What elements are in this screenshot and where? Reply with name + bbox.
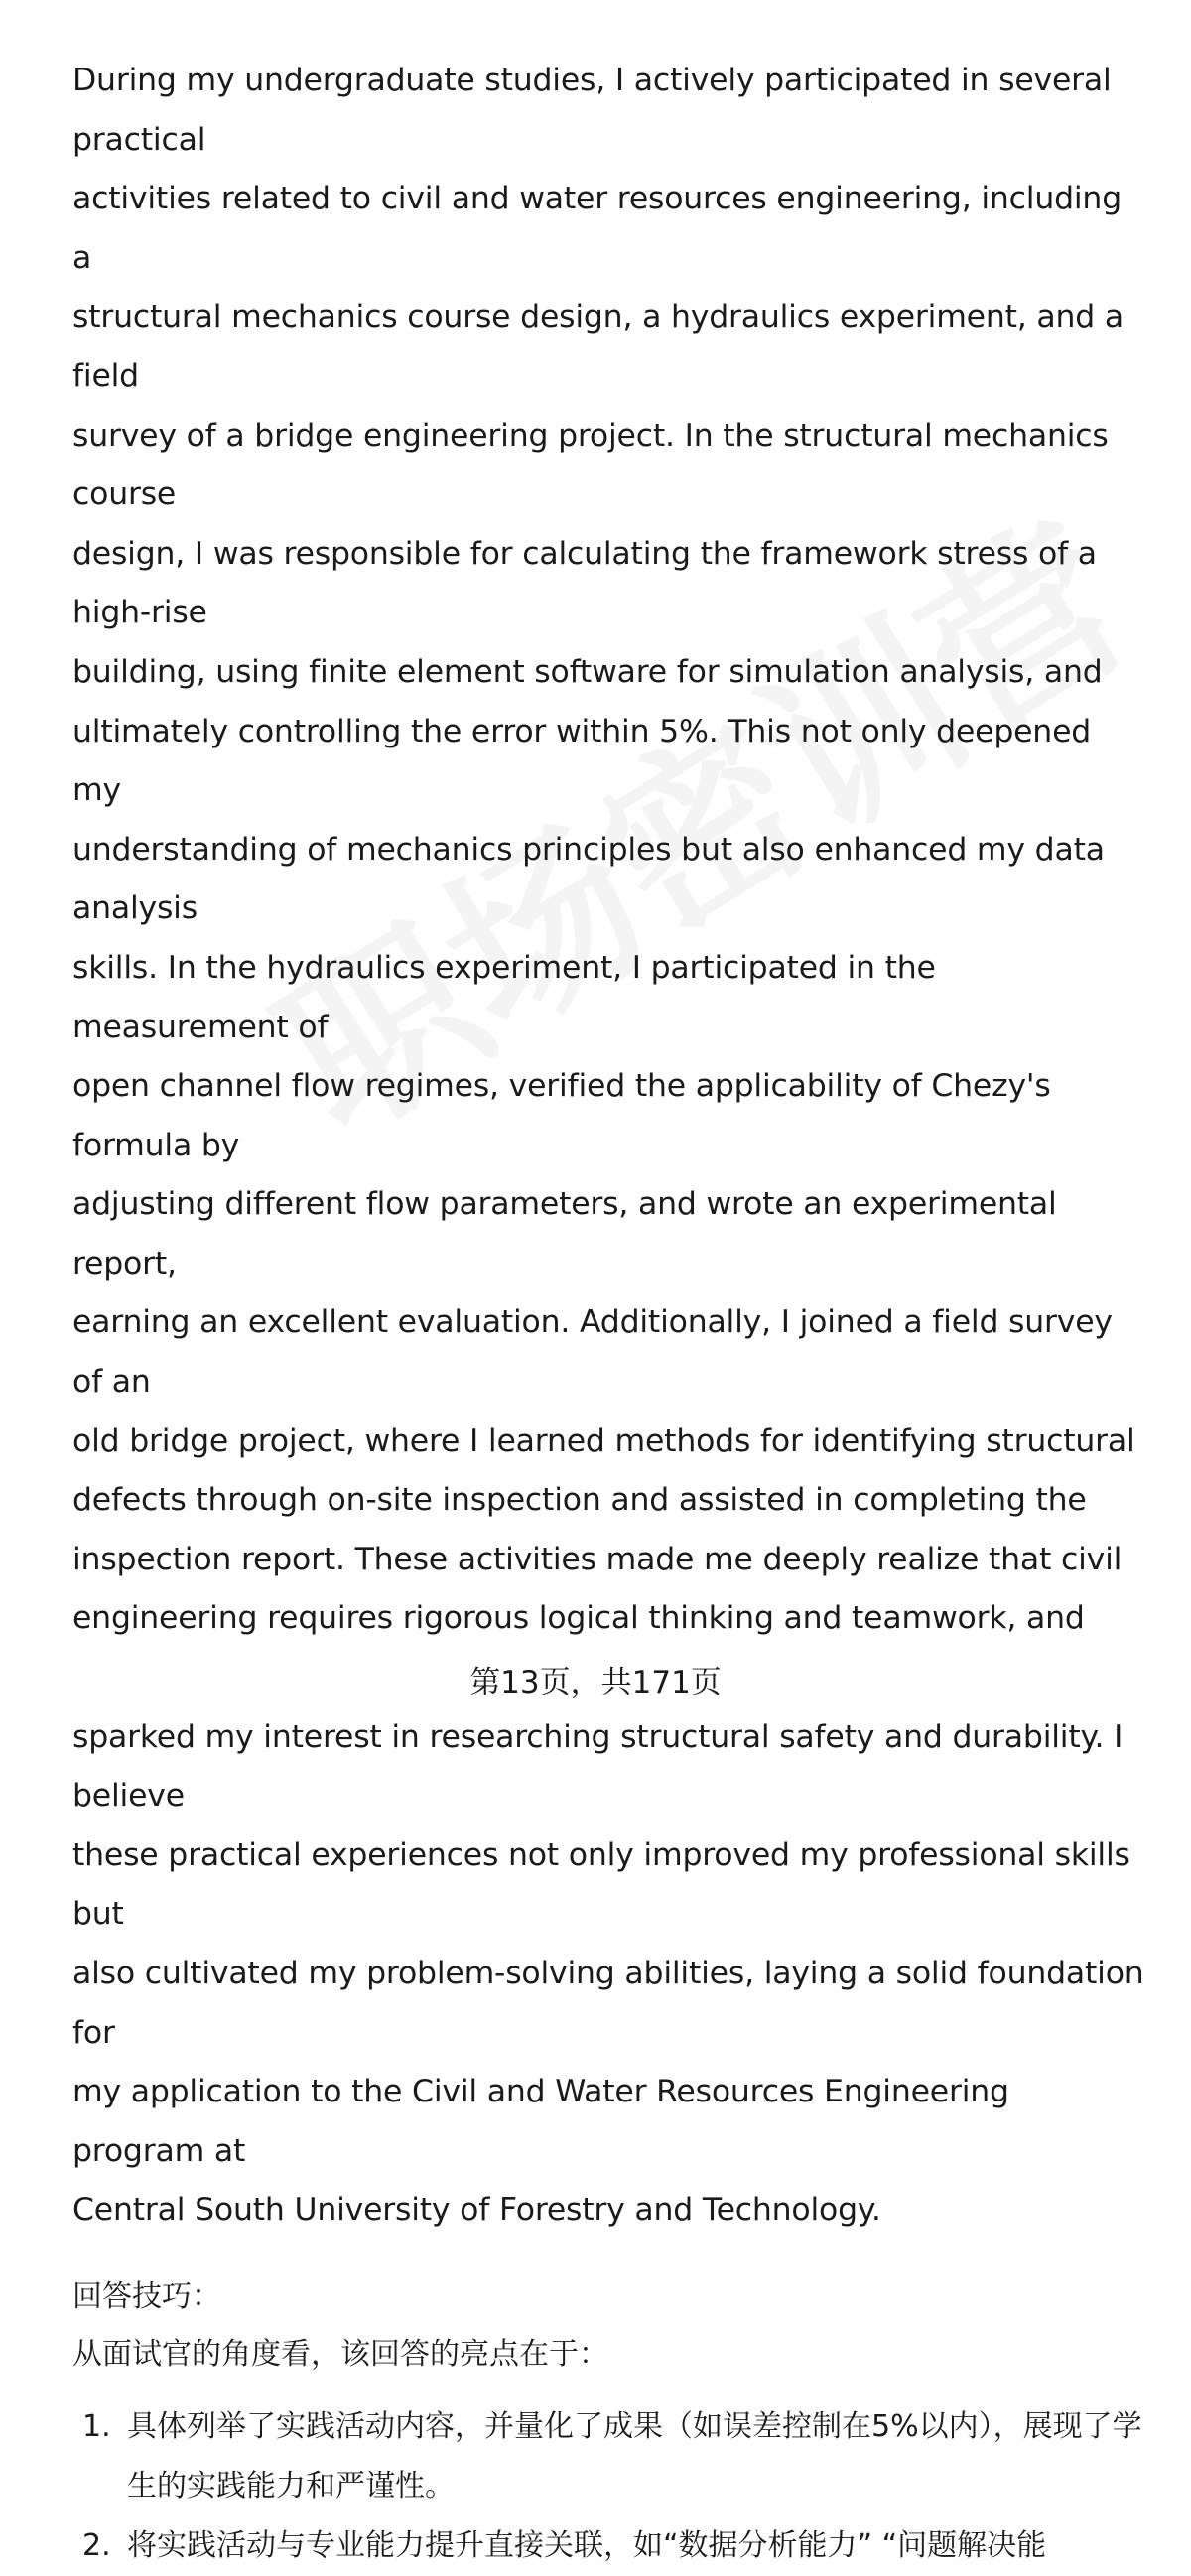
list-item <box>72 2516 1144 2576</box>
list-item-number: 1. <box>82 2408 111 2444</box>
list-item-text: 具体列举了实践活动内容，并量化了成果（如误差控制在5%以内），展现了学生的实践能力和严谨性。 <box>127 2408 1142 2504</box>
answer-paragraph: During my undergraduate studies, I actively participated in several practical activities related to civil and water resources engineering, including a structural mechanics course design, a hydraulics experiment, and a field survey of a bridge engineering project. In the structural mechanics course design, I was responsible for calculating the framework stress of a high-rise building, using finite element software for simulation analysis, and ultimately controlling the error within 5%. This not only deepened my understanding of mechanics principles but also enhanced my data analysis skills. In the hydraulics experiment, I participated in the measurement of open channel flow regimes, verified the applicability of Chezy's formula by adjusting different flow parameters, and wrote an experimental report, earning an excellent evaluation. Additionally, I joined a field survey of an old bridge project, where I learned methods for identifying structural defects through on-site inspection and assisted in completing the inspection report. These activities made me deeply realize that civil engineering requires rigorous logical thinking and teamwork, and sparked my interest in researching structural safety and durability. I believe these practical experiences not only improved my professional skills but also cultivated my problem-solving abilities, laying a solid foundation for my application to the Civil and Water Resources Engineering program at Central South University of Forestry and Technology. <box>72 63 1144 2229</box>
document-page <box>72 52 1144 2576</box>
list-item-text: 将实践活动与专业能力提升直接关联，如“数据分析能力” “问题解决能 <box>127 2527 1047 2563</box>
list-item-number: 2. <box>82 2527 111 2563</box>
list-item <box>72 2397 1144 2516</box>
tips-heading: 回答技巧： <box>72 2278 221 2314</box>
page-number: 第13页，共171页 <box>0 1658 1191 1707</box>
tips-list <box>72 2397 1144 2576</box>
tips-intro: 从面试官的角度看，该回答的亮点在于： <box>72 2336 608 2372</box>
